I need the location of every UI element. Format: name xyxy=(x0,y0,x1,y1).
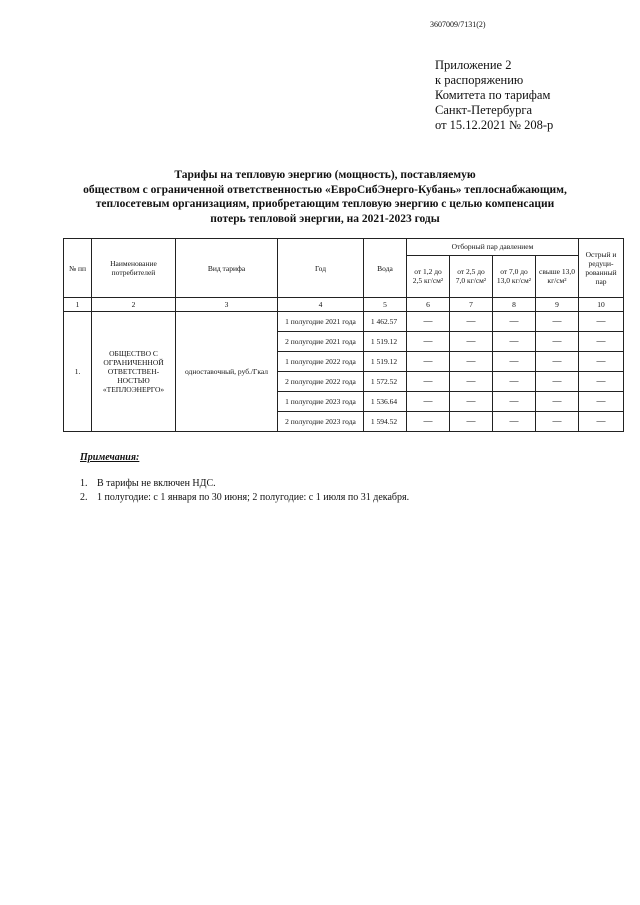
title-line: потерь тепловой энергии, на 2021-2023 годы xyxy=(210,212,440,225)
dash-cell: — xyxy=(450,392,493,412)
dash-cell: — xyxy=(407,372,450,392)
dash-cell: — xyxy=(579,312,624,332)
dash-cell: — xyxy=(536,312,579,332)
dash-cell: — xyxy=(407,352,450,372)
title-line: Тарифы на тепловую энергию (мощность), поставляемую xyxy=(174,169,476,181)
header-steam-4: свыше 13,0 кг/см² xyxy=(536,255,579,297)
tariff-table xyxy=(63,238,624,432)
document-title xyxy=(40,168,610,226)
dash-cell: — xyxy=(579,372,624,392)
water-cell: 1 594.52 xyxy=(364,412,407,432)
header-year: Год xyxy=(278,239,364,298)
dash-cell: — xyxy=(536,352,579,372)
dash-cell: — xyxy=(579,352,624,372)
dash-cell: — xyxy=(407,332,450,352)
notes-title: Примечания: xyxy=(80,452,140,463)
consumer-name: ОБЩЕСТВО С ОГРАНИЧЕННОЙ ОТВЕТСТВЕН-НОСТЬЮ «ТЕПЛОЭНЕРГО» xyxy=(92,312,176,432)
appendix-line: к распоряжению xyxy=(435,73,524,87)
water-cell: 1 519.12 xyxy=(364,332,407,352)
year-cell: 2 полугодие 2022 года xyxy=(278,372,364,392)
dash-cell: — xyxy=(579,332,624,352)
column-index: 8 xyxy=(493,298,536,312)
column-index-row xyxy=(64,298,624,312)
appendix-line: Приложение 2 xyxy=(435,58,512,72)
year-cell: 1 полугодие 2023 года xyxy=(278,392,364,412)
note-number: 1. xyxy=(80,478,88,489)
column-index: 3 xyxy=(176,298,278,312)
column-index: 6 xyxy=(407,298,450,312)
column-index: 2 xyxy=(92,298,176,312)
dash-cell: — xyxy=(579,392,624,412)
row-number: 1. xyxy=(64,312,92,432)
appendix-line: Комитета по тарифам xyxy=(435,88,551,102)
dash-cell: — xyxy=(450,412,493,432)
note-text: В тарифы не включен НДС. xyxy=(97,478,216,489)
notes-list xyxy=(80,477,409,505)
dash-cell: — xyxy=(536,412,579,432)
tariff-type: одноставочный, руб./Гкал xyxy=(176,312,278,432)
year-cell: 1 полугодие 2021 года xyxy=(278,312,364,332)
note-item xyxy=(80,477,409,491)
dash-cell: — xyxy=(493,332,536,352)
dash-cell: — xyxy=(536,392,579,412)
dash-cell: — xyxy=(493,312,536,332)
dash-cell: — xyxy=(407,392,450,412)
header-sharp-steam: Острый и редуци-рованный пар xyxy=(579,239,624,298)
dash-cell: — xyxy=(450,312,493,332)
header-steam-1: от 1,2 до 2,5 кг/см² xyxy=(407,255,450,297)
document-number: 3607009/7131(2) xyxy=(430,20,486,29)
note-text: 1 полугодие: с 1 января по 30 июня; 2 полугодие: с 1 июля по 31 декабря. xyxy=(97,492,410,503)
table-row xyxy=(64,312,624,332)
header-num: № пп xyxy=(64,239,92,298)
note-number: 2. xyxy=(80,492,88,503)
title-line: обществом с ограниченной ответственностью «ЕвроСибЭнерго-Кубань» теплоснабжающим, xyxy=(83,183,567,196)
title-line: теплосетевым организациям, приобретающим тепловую энергию с целью компенсации xyxy=(95,198,555,210)
dash-cell: — xyxy=(536,332,579,352)
column-index: 7 xyxy=(450,298,493,312)
dash-cell: — xyxy=(493,372,536,392)
year-cell: 2 полугодие 2021 года xyxy=(278,332,364,352)
water-cell: 1 519.12 xyxy=(364,352,407,372)
appendix-line: Санкт-Петербурга xyxy=(435,103,533,117)
column-index: 4 xyxy=(278,298,364,312)
header-water: Вода xyxy=(364,239,407,298)
appendix-line: от 15.12.2021 № 208-р xyxy=(435,118,554,132)
note-item xyxy=(80,491,409,505)
dash-cell: — xyxy=(493,392,536,412)
dash-cell: — xyxy=(579,412,624,432)
dash-cell: — xyxy=(407,312,450,332)
column-index: 1 xyxy=(64,298,92,312)
year-cell: 2 полугодие 2023 года xyxy=(278,412,364,432)
header-steam-2: от 2,5 до 7,0 кг/см² xyxy=(450,255,493,297)
water-cell: 1 572.52 xyxy=(364,372,407,392)
header-steam-3: от 7,0 до 13,0 кг/см² xyxy=(493,255,536,297)
dash-cell: — xyxy=(407,412,450,432)
appendix-block xyxy=(435,58,553,133)
dash-cell: — xyxy=(493,352,536,372)
column-index: 9 xyxy=(536,298,579,312)
column-index: 5 xyxy=(364,298,407,312)
dash-cell: — xyxy=(536,372,579,392)
header-tariff-type: Вид тарифа xyxy=(176,239,278,298)
water-cell: 1 536.64 xyxy=(364,392,407,412)
column-index: 10 xyxy=(579,298,624,312)
header-steam-group: Отборный пар давлением xyxy=(407,239,579,256)
water-cell: 1 462.57 xyxy=(364,312,407,332)
dash-cell: — xyxy=(450,352,493,372)
header-consumer: Наименование потребителей xyxy=(92,239,176,298)
dash-cell: — xyxy=(450,372,493,392)
year-cell: 1 полугодие 2022 года xyxy=(278,352,364,372)
dash-cell: — xyxy=(450,332,493,352)
dash-cell: — xyxy=(493,412,536,432)
